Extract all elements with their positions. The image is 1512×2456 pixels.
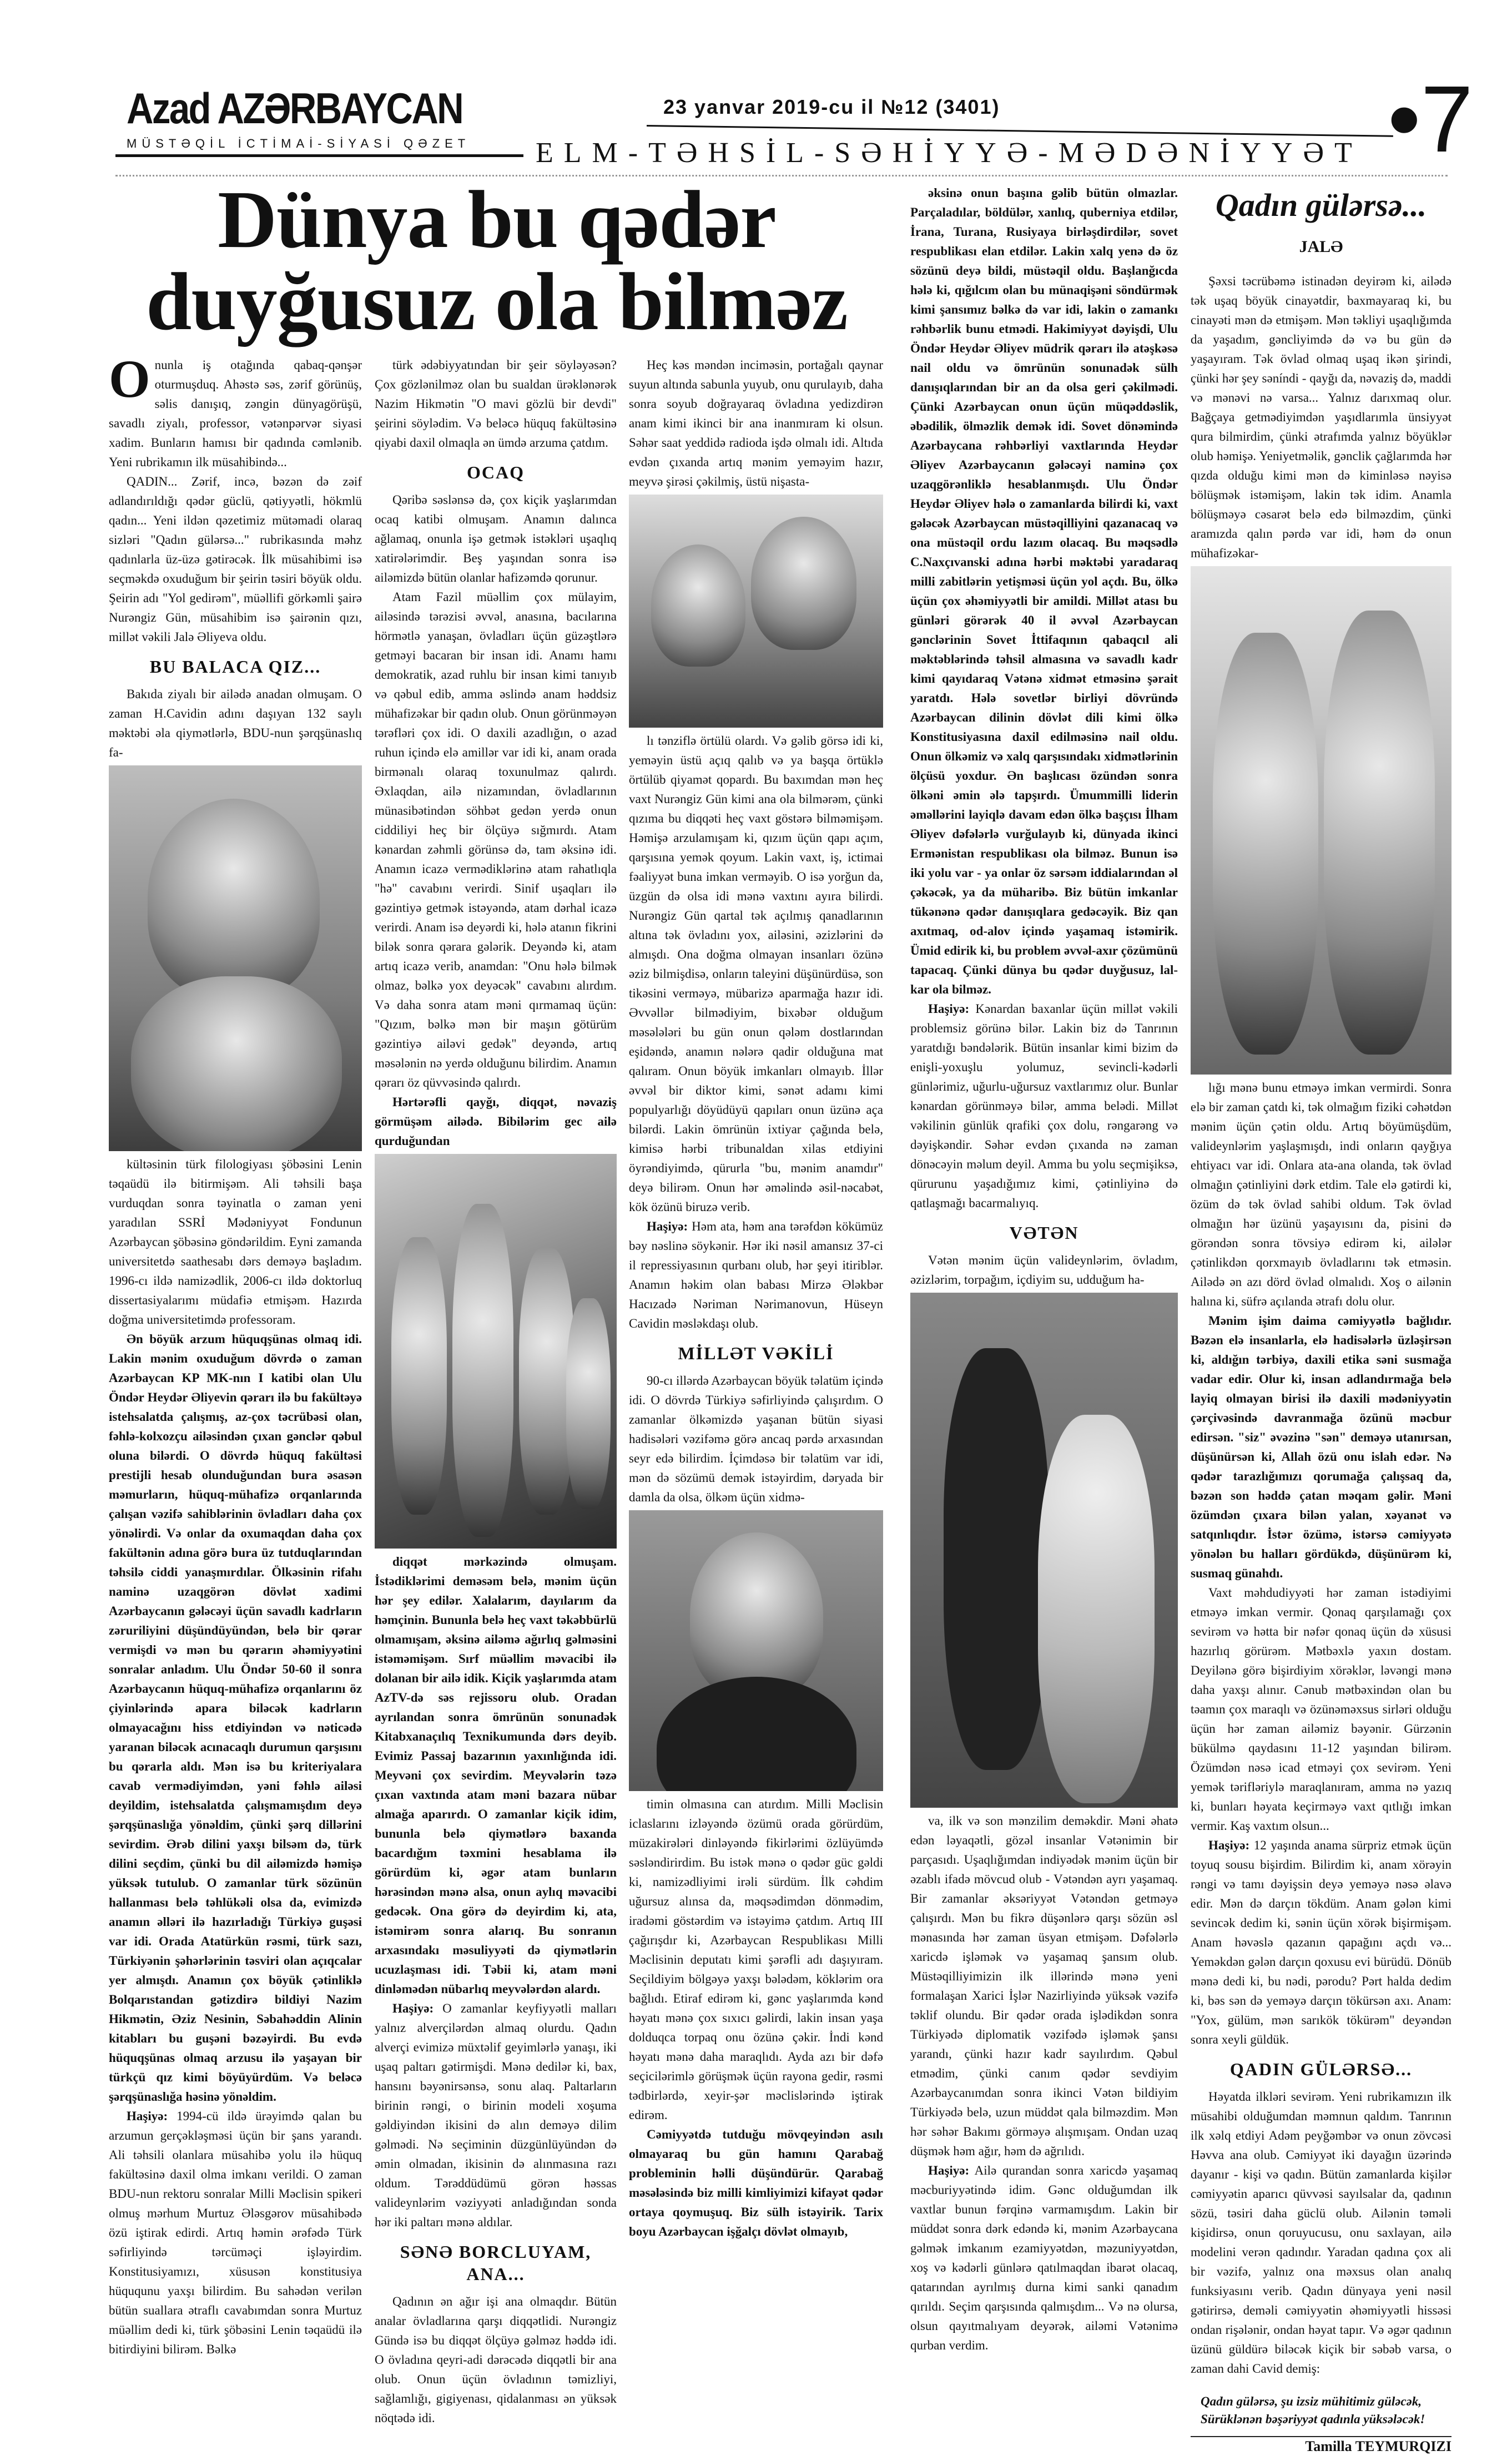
bold-paragraph: Cəmiyyətdə tutduğu mövqeyindən asılı olmayaraq bu gün hamını Qarabağ probleminin həlli düşündürür. Qarabağ məsələsində biz milli kimliyimizi kifayət qədər ortaya qoymuşuq. Biz sülh istəyirik. Tarix boyu Azərbaycan işğalçı dövlət olmayıb, xyxy=(629,2127,883,2238)
note-label: Haşiyə: xyxy=(928,2164,970,2177)
note-text: Kənardan baxanlar üçün millət vəkili problemsiz görünə bilər. Lakin biz də Tanrının yaratdığı bəndələrik. Bütün insanlar kimi bizim də enişli-yoxuşlu yolumuz, sevincli-kədərli günlərimiz, uğurlu-uğursuz vaxtlarımız olur. Bunlar kənardan görünməyə bilər, amma belədi. Millət vəkilinin günlük qrafiki çox dolu, rəngarəng və dəyişkəndir. Səhər evdən çıxanda nə zaman dönəcəyin məlum deyil. Amma bu yolu seçmişiksə, qürurunu yaşadığımız kimi, çətinliyinə də qatlaşmağı bacarmalıyıq. xyxy=(910,1002,1178,1210)
column-2 xyxy=(375,355,617,2428)
bold-paragraph: diqqət mərkəzində olmuşam. İstədiklərimi deməsəm belə, mənim üçün hər şey edilər. Xalalarım, dayılarım da həmçinin. Bununla belə heç vaxt təkəbbürlü olmamışam, əksinə ailəmə ağırlıq gəlməsini istəməmişəm. Sırf müəllim məvacibi ilə dolanan bir ailə idik. Kiçik yaşlarımda atam AzTV-də səs rejissoru olub. Oradan ayrılandan sonra ömrünün sonunadək Kitabxanaçılıq Texnikumunda dərs deyib. Evimiz Passaj bazarının yaxınlığında idi. Meyvəni çox sevirdim. Meyvələrin təzə çıxan vaxtında atam məni bazara nübar almağa aparırdı. O zamanlar kiçik idim, bununla belə qiymətlərə baxanda bacardığım təxmini hesablama ilə görürdüm ki, əgər atam bunların hərəsindən mənə alsa, onun aylıq məvacibi gedəcək. Ona görə də deyirdim ki, ata, istəmirəm sonra alarıq. Bu sonranın arxasındakı məsuliyyəti də qiymətlərin ucuzlaşması idi. Təbii ki, atam məni dinləmədən nübarlıq meyvələrdən alardı. xyxy=(375,1555,617,1996)
newspaper-logo: Azad AZƏRBAYCAN xyxy=(127,84,463,133)
photo-figure xyxy=(566,1298,611,1509)
photo-mother-and-daughter xyxy=(629,495,883,728)
bold-paragraph: Hərtərəfli qayğı, diqqət, nəvaziş görmüşəm ailədə. Bibilərim gec ailə qurduğundan xyxy=(375,1095,617,1148)
paragraph: Vətən mənim üçün valideynlərim, övladım, əzizlərim, torpağım, içdiyim su, udduğum ha- xyxy=(910,1253,1178,1287)
quote-line-1: Qadın gülərsə, şu izsiz mühitimiz güləcək, xyxy=(1201,2394,1422,2408)
subheading: QADIN GÜLƏRSƏ... xyxy=(1229,2059,1413,2079)
column-5-text-top xyxy=(1191,271,1451,563)
rubric-title: Qadın gülərsə... xyxy=(1215,187,1427,223)
quote-line-2: Sürüklənən bəşəriyyət qadınla yüksələcək! xyxy=(1201,2412,1425,2426)
paragraph: Həyatda ilkləri sevirəm. Yeni rubrikamızın ilk müsahibi olduğumdan məmnun qaldım. Tanrının ilk xəlq etdiyi Adəm peyğəmbər və onun zövcəsi Həvva ana olub. Cəmiyyət iki dayağın üzərində dayanır - kişi və qadın. Bütün zamanlarda kişilər cəmiyyətin aparıcı qüvvəsi sayılsalar da, qadının sözü, təsiri daha güclü olub. Ailənin təməli kişidirsə, onun qoruyucusu, onu saxlayan, ailə modelini verən qadındır. Yaradan qadına çox ali bir vəzifə, yalnız ona məxsus olan analıq funksiyasını verib. Qadın dünyaya yeni nəsil gətirirsə, deməli cəmiyyətin əhəmiyyətli hissəsi ondan rişələnir, ondan həyat tapır. Və əgər qadının üzünü güldürə biləcək kiçik bir səbəb varsa, o zaman dahi Cavid demiş: xyxy=(1191,2090,1451,2376)
column-4 xyxy=(910,183,1178,2355)
note-text: O zamanlar keyfiyyətli malları yalnız alverçilərdən almaq olurdu. Qadın alverçi evimizə müxtəlif geyimlərlə yanaşı, iki uşaq paltarı gətirmişdi. Mənə dedilər ki, bax, hansını bəyənirsənsə, sonu alaq. Paltarların birinin rəngi, o birinin modeli xoşuma gəldiyindən ikisini də alın deməyə dilim gəlmədi. Nə seçiminin düzgünlüyündən də əmin olmadan, ikisinin də alınmasına razı oldum. Tərəddüdümü görən həssas valideynlərim vəziyyəti anladığından sonda hər iki paltarı mənə aldılar. xyxy=(375,2001,617,2229)
note-paragraph xyxy=(375,1999,617,2232)
photo-figure xyxy=(657,1677,856,1791)
photo-family xyxy=(375,1154,617,1549)
bold-paragraph: əksinə onun başına gəlib bütün olmazlar. Parçaladılar, böldülər, xanlıq, quberniya etdilər, İrana, Turana, Rusiyaya birləşdirdilər, sovet respublikası elan etdilər. Lakin xalq yenə də öz sözünü deyə bildi, müstəqil oldu. Başlanğıcda hələ ki, qığılcım olan bu münaqişəni söndürmək kimi şansımız bəlkə də var idi, lakin o zamankı rəhbərlik bunu etmədi. Hakimiyyət dəyişdi, Ulu Öndər Heydər Əliyev müdrik qərarı ilə atəşkəsə nail oldu və ömrünün sonunadək sülh danışıqlarından bir an da olsa geri çəkilmədi. Çünki Azərbaycan onun üçün müqəddəslik, əbədilik, ölməzlik demək idi. Sovet dönəmində Azərbaycana rəhbərliyi vaxtlarında Heydər Əliyev Azərbaycanın gələcəyi naminə çox uzaqgörənliklə hesablanmışdı. Ulu Öndər Heydər Əliyev hələ o zamanlarda bilirdi ki, vaxt gələcək Azərbaycan müstəqilliyini qazanacaq və ona müstəqil ordu lazım olacaq. Bu məqsədlə C.Naxçıvanski adına hərbi məktəbi yaradaraq milli zabitlərin yetişməsi üçün yol açdı. Bu, ölkə üçün çox əhəmiyyətli bir amildi. Millət atası bu günləri görərək 40 il əvvəl Azərbaycan gənclərinin Sovet İttifaqının qabaqcıl ali məktəblərində təhsil almasına və savadlı kadr kimi qayıdaraq Vətənə xidmət etməsinə şərait yaratdı. Hələ sovetlər birliyi dövründə Azərbaycan dilinin dövlət dili kimi ölkə Konstitusiyasına daxil edilməsinə nail oldu. Onun ölkəmiz və xalq qarşısındakı xidmətlərinin ölçüsü yoxdur. Ən başlıcası özündən sonra ölkəni əmin ələ tapşırdı. Ümummilli liderin əməllərini layiqlə davam edən ölkə başçısı İlham Əliyev dəfələrlə vurğulayıb ki, dünyada ikinci Ermənistan respublikası ola bilməz. Bunun isə iki yolu var - ya onlar öz sərsəm iddialarından əl çəkəcək, ya da müharibə. Biz bütün imkanlar tükənənə qədər danışıqlara gedəcəyik. Biz qan axıtmaq, od-alov içində yaşamaq istəmirik. Ümid edirik ki, bu problem əvvəl-axır çözümünü tapacaq. Çünki dünya bu qədər duyğusuz, lal-kar ola bilməz. xyxy=(910,186,1178,996)
photo-wedding xyxy=(910,1293,1178,1808)
column-2-text-top xyxy=(375,355,617,1151)
column-1 xyxy=(109,349,362,2359)
note-text: 12 yaşında anama sürpriz etmək üçün toyuq sousu bişirdim. Bilirdim ki, anam xörəyin rəngi və tamı dəyişsin deyə yeməyə nəsə əlavə edir. Mən də darçın tökdüm. Anam gələn kimi sevincək dedim ki, sənin üçün xörək bişirmişəm. Anam həvəslə qazanın qapağını açdı və... Yeməkdən gələn darçın qoxusu evi bürüdü. Dönüb mənə dedi ki, bu nədi, pərodu? Pərt halda dedim ki, bəs sən də yeməyə darçın tökürsən axı. Anam: "Yox, gülüm, mən sarıkök tökürəm" deyəndən sonra xeyli güldük. xyxy=(1191,1838,1451,2046)
paragraph: 90-cı illərdə Azərbaycan böyük təlatüm içində idi. O dövrdə Türkiyə səfirliyində çalışırdım. O zamanlar ölkəmizdə yaşanan bütün siyasi hadisələri vəzifəmə görə ancaq pərdə arxasından seyr edə bilirdim. İçimdəsə bir təlatüm var idi, mən də sözümü demək istəyirdim, dəryada bir damla da olsa, ölkəm üçün xidmə- xyxy=(629,1374,883,1504)
page-number: •7 xyxy=(1388,67,1474,172)
note-label: Haşiyə: xyxy=(1208,1838,1250,1852)
masthead-rule xyxy=(115,154,523,157)
note-paragraph xyxy=(1191,1835,1451,2049)
paragraph: Vaxt məhdudiyyəti hər zaman istədiyimi etməyə imkan vermir. Qonaq qarşılamağı çox sevirəm və hətta bir nəfər qonaq üçün də xüsusi hazırlıq görürəm. Mətbəxlə yaxın dostam. Deyilənə görə bişirdiyim xörəklər, ləvəngi mənə daha yaxşı alınır. Cənub mətbəxindən olan bu təamın çox maraqlı və özünəməxsus sirləri olduğu üçün hər zaman ailəmiz bəyənir. Gürzənin bükülmə qaydasını 11-12 yaşından bilirəm. Özümdən nəsə icad etməyi çox sevirəm. Yeni yemək tərifləriylə maraqlanıram, amma nə yazıq ki, bunları həyata keçirməyə vaxt qıtlığı imkan vermir. Kaş vaxtım olsun... xyxy=(1191,1586,1451,1833)
main-headline xyxy=(111,174,883,347)
column-1-text-top xyxy=(109,349,362,762)
paragraph: kültəsinin türk filologiyası şöbəsini Lenin təqaüdü ilə bitirmişəm. Ali təhsili başa vurduqdan sonra təyinatla o zaman yeni yaradılan SSRİ Mədəniyyət Fondunun Azərbaycan şöbəsinə göndərildim. Eyni zamanda universitetdə saathesabı dərs deməyə başladım. 1996-cı ildə namizədlik, 2006-cı ildə doktorluq dissertasiyalarımı müdafiə etmişəm. Hazırda doğma universitetimdə professoram. xyxy=(109,1157,362,1327)
photo-figure xyxy=(944,1348,1049,1770)
paragraph: türk ədəbiyyatından bir şeir söyləyəsən? Çox gözlənilməz olan bu sualdan ürəklənərək Nazim Hikmətin "O mavi gözlü bir devdi" şeirini söylədim. Və beləcə hüquq fakültəsinə qiyabi daxil olmaqla ən ümdə arzuma çatdım. xyxy=(375,358,617,450)
column-3-text-bottom xyxy=(629,1794,883,2241)
headline-line-2: duyğusuz ola bilməz xyxy=(146,256,848,347)
column-3-text-top xyxy=(629,355,883,491)
date-rule xyxy=(647,125,1393,137)
note-label: Haşiyə: xyxy=(392,2001,434,2015)
section-title: ELM-TƏHSİL-SƏHİYYƏ-MƏDƏNİYYƏT xyxy=(536,137,1363,169)
paragraph: Heç kəs məndən inciməsin, portağalı qaynar suyun altında sabunla yuyub, onu qurulayıb, daha sonra soyub doğrayaraq övladına yedizdirən anam kimi ikinci bir ana inanmıram ki olsun. Səhər saat yeddidə radioda işdə olmalı idi. Altıda evdən çıxanda artıq mənim yeməyim hazır, meyvə şirəsi çəkilmiş, üstü nişasta- xyxy=(629,358,883,488)
photo-figure xyxy=(751,517,856,650)
photo-figure xyxy=(391,1237,447,1515)
note-paragraph xyxy=(629,1217,883,1333)
column-5-text-bottom xyxy=(1191,1078,1451,2378)
note-paragraph xyxy=(109,2106,362,2359)
paragraph: Atam Fazil müəllim çox mülayim, ailəsində tərəzisi əvvəl, anasına, bacılarına hörmətlə yanaşan, övladları üçün güzəştlərə getməyi bacaran bir insan idi. Anamı hamı demokratik, azad ruhlu bir insan kimi tanıyıb və qəbul edib, amma əslində anam həddsiz mühafizəkar bir qadın olub. Onun görünməyən tərəfləri çox idi. O daxili azadlığın, o azad ruhun içində elə amillər var idi ki, anam orada birmənalı olaraq toxunulmaz qalırdı. Əxlaqdan, ailə nizamından, övladlarının münasibətindən söhbət gedən yerdə onun ciddiliyi heç bir ölçüyə sığmırdı. Atam kənardan zəhmli görünsə də, tam əksinə idi. Anamın icazə vermədiklərinə atam rahatlıqla "hə" cavabını verirdi. Sinif uşaqları ilə gəzintiyə getmək istəyəndə, atam dərhal icazə verirdi. Anam isə deyərdi ki, hələ atanın fikrini bilək sonra qərara gələrik. Deyəndə ki, atam artıq icazə verib, anamdan: "Onu hələ bilmək olmaz, bəlkə yox deyəcək" cavabını alırdım. Və daha sonra atam məni qırmamaq üçün: "Qızım, bəlkə mən bir maşın götürüm gəzintiyə ailəvi gedək" deyəndə, artıq məsələnin nə yerdə olduğunu bilirdim. Anamın qərarı öz qüvvəsində qalırdı. xyxy=(375,590,617,1090)
column-3 xyxy=(629,355,883,2241)
column-1-text-bottom xyxy=(109,1154,362,2359)
paragraph: Bakıda ziyalı bir ailədə anadan olmuşam. O zaman H.Cavidin adını daşıyan 132 saylı məktəbi əla qiymətlərlə, BDU-nun şərqşünaslıq fa- xyxy=(109,687,362,759)
photo-figure xyxy=(452,1204,513,1537)
note-text: Həm ata, həm ana tərəfdən kökümüz bəy nəslinə söykənir. Hər iki nəsil amansız 37-ci il repressiyasının qurbanı olub, hər şeyi itiriblər. Anamın həkim olan babası Mirzə Ələkbər Hacızadə Nəriman Nərimanovun, Hüseyn Cavidin məsləkdaşı olub. xyxy=(629,1219,883,1330)
note-paragraph xyxy=(910,999,1178,1213)
subheading: OCAQ xyxy=(467,462,525,482)
column-2-text-bottom xyxy=(375,1552,617,2428)
note-paragraph xyxy=(910,2161,1178,2355)
bold-paragraph: Ən böyük arzum hüquqşünas olmaq idi. Lakin mənim oxuduğum dövrdə o zaman Azərbaycan KP MK-nın I katibi olan Ulu Öndər Heydər Əliyevin qərarı ilə bu fakültəyə istehsalatda çalışmış, az-çox təcrübəsi olan, fəhlə-kolxozçu ailəsindən çıxan gənclər qəbul oluna bilərdi. O dövrdə hüquq fakültəsi prestijli hesab olunduğundan bura əsasən məmurların, hüquq-mühafizə orqanlarında çalışan vəzifə sahiblərinin övladları daha çox yönəlirdi. Və onlar da oxumaqdan daha çox fakültənin adına görə bura üz tutduqlarından təhsilə ciddi yanaşmırdılar. Ölkəsinin rifahı naminə uzaqgörən dövlət xadimi Azərbaycanın gələcəyi üçün savadlı kadrların zəruriliyini düşündüyündən, belə bir qərar vermişdi və mən bu qərarın əhəmiyyətini sonralar anladım. Ulu Öndər 50-60 il sonra Azərbaycanın hüquq-mühafizə orqanlarını öz çiyinlərində apara biləcək kadrların olmayacağını hiss etdiyindən və nəticədə yaranan biləcək acınacaqlı durumun qarşısını bu qərarla aldı. Mən isə bu kriteriyalara cavab vermədiyimdən, yəni fəhlə ailəsi deyildim, istehsalatda çalışmamışdım deyə şərqşünaslığa yönəldim, çünki şərq dillərini sevirdim. Ərəb dilini yaxşı bilsəm də, türk dilini seçdim, çünki bu dil ailəmizdə həmişə yüksək tutulub. O zamanlar türk sözünün hallanması belə təhlükəli olsa da, evimizdə anamın əlləri ilə hazırladığı Türkiyə guşəsi var idi. Orada Atatürkün rəsmi, türk sazı, Türkiyənin şəhərlərinin təsviri olan açıqcalar yer almışdı. Anamın çox böyük çətinliklə Bolqarıstandan gətizdirə bildiyi Nazim Hikmətin, Əziz Nesinin, Səbahəddin Alinin kitabları bu guşəni bəzəyirdi. Bu evdə hüquqşünas olmaq arzusu ilə yaşayan bir türkçü qız kimi böyüyürdüm. Və beləcə şərqşünaslığa həsinə yönəldim. xyxy=(109,1332,362,2104)
photo-figure xyxy=(148,799,320,998)
lead-paragraph: Onunla iş otağında qabaq-qənşər oturmuşduq. Ahəstə səs, zərif görünüş, səlis danışıq, zəngin dünyagörüşü, savadlı ziyalı, professor, vətənpərvər siyasi xadim. Bunların hamısı bir qadında cəmlənib. Yeni rubrikamın ilk müsahibində... xyxy=(109,349,362,469)
paragraph: lı tənziflə örtülü olardı. Və gəlib görsə idi ki, yeməyin üstü açıq qalıb və ya başqa örtüklə örtülüb qiyamət qopardı. Bu baxımdan mən heç vaxt Nurəngiz Gün kimi ana ola bilmərəm, çünki qızıma bu diqqəti heç vaxt göstərə bilməmişəm. Həmişə arzulamışam ki, qızım üçün qapı açım, qarşısına yemək qoyum. Lakin vaxt, iş, ictimai fəaliyyət buna imkan verməyib. O isə yorğun da, üzgün də olsa idi mənə vaxtını ayıra bilirdi. Nurəngiz Gün qartal tək açılmış qanadlarının altına tək övladını yox, ailəsini, əzizlərini də almışdı. Ona doğma olmayan insanları özünə əziz bilmişdisə, onların taleyini düşünürdüsə, son tikəsini verməyə, mübarizə aparmağa hazır idi. Əvvəllər bilmədiyim, bixəbər olduğum məsələləri bu gün onun qələm dostlarından eşidəndə, anamın nələrə qadir olduğuna mat qalıram. Onun böyük imkanları olmayıb. İllər əvvəl bir diktor kimi, sənət adamı kimi populyarlığı döyüdüyü qapıları onun üzünə aça bilərdi. Lakin ömrünün ixtiyar çağında belə, kimisə hərbi tribunaldan xilas etdiyini öyrəndiyimdə, qürurla "bu, mənim anamdır" deyə bilirəm. Onun hər əməlində əsil-nəcabət, kök özünü biruzə verib. xyxy=(629,734,883,1214)
photo-jale-aliyeva xyxy=(629,1510,883,1791)
bold-paragraph: Mənim işim daima cəmiyyətlə bağlıdır. Bəzən elə insanlarla, elə hadisələrlə üzləşirsən ki, aldığın tərbiyə, daxili etika səni susmağa vadar edir. Olur ki, insan adlandırmağa belə layiq olmayan birisi ilə daxili mədəniyyətin çərçivəsində davranmağa özünü məcbur edirsən. "siz" əvəzinə "sən" deməyə utanırsan, düşünürsən ki, Allah özü onu islah edər. Nə qədər tarazlığımızı qorumağa çalışsaq da, bəzən son həddə çatan məqam gəlir. Məni özümdən çıxara bilən yalan, xəyanət və satqınlıqdır. İstər özümə, istərsə cəmiyyətə yönələn bu halları gördükdə, düşünürəm ki, susmaq günahdı. xyxy=(1191,1314,1451,1580)
issue-date: 23 yanvar 2019-cu il №12 (3401) xyxy=(663,95,1000,118)
note-text: Ailə qurandan sonra xaricdə yaşamaq məcburiyyətində idim. Gənc olduğumdan ilk vaxtlar bunun fərqinə varmamışdım. Lakin bir müddət sonra dərk edəndə ki, mənim Azərbaycana gəlmək imkanım ezamiyyətdən, məzuniyyətdən, xoş və kədərli günlərə qatılmaqdan ibarət olacaq, qatarından ayrılmış durna kimi sanki qanadım qırıldı. Seçim qarşısında qalmışdım... Və nə olursa, olsun qayıtmalıyam deyərək, ailəmi Vətənimə qurban verdim. xyxy=(910,2164,1178,2352)
column-5 xyxy=(1191,186,1451,2456)
note-text: 1994-cü ildə ürəyimdə qalan bu arzumun gerçəkləşməsi üçün bir şans yarandı. Ali təhsili olanlara müsahibə yolu ilə hüquq fakültəsinə daxil olma imkanı verildi. O zaman BDU-nun rektoru sonralar Milli Məclisin spikeri olmuş mərhum Murtuz Ələsgərov müsahibədə özü iştirak edirdi. Artıq həmin ərəfədə Türk səfirliyində tərcüməçi işləyirdim. Konstitusiyamızı, xüsusən konstitusiya hüququnu yaxşı bilirdim. Bu sahədən verilən bütün suallara ətraflı cavabımdan sonra Murtuz müəllim dedi ki, türk şöbəsini Lenin təqaüdü ilə bitirdiyini bilirəm. Bəlkə xyxy=(109,2109,362,2356)
paragraph: timin olmasına can atırdım. Milli Məclisin iclaslarını izləyəndə özümü orada görürdüm, müzakirələri dinləyəndə fikirlərimi özlüyümdə səsləndirirdim. Bu istək mənə o qədər güc gəldi ki, namizədliyimi irəli sürdüm. İlk cəhdim uğursuz alınsa da, məqsədimdən dönmədim, iradəmi göstərdim və istəyimə çatdım. Artıq III çağırışdır ki, Azərbaycan Respublikası Milli Məclisinin deputatı kimi şərəfli adı daşıyıram. Seçildiyim bölgəyə yaxşı bələdəm, köklərim ora bağlıdı. Etiraf edirəm ki, gənc yaşlarımda kənd həyatı mənə çox sıxıcı gəlirdi, lakin insan yaşa dolduqca torpaq onu özünə çəkir. İndi kənd həyatı mənə daha maraqlıdı. Ayda azı bir dəfə seçicilərimlə görüşmək üçün rayona gedir, rəsmi tədbirlərdə, xeyir-şər məclislərində iştirak edirəm. xyxy=(629,1797,883,2122)
column-4-text-bottom xyxy=(910,1811,1178,2355)
subheading: BU BALACA QIZ... xyxy=(149,657,321,677)
column-3-text-middle xyxy=(629,731,883,1507)
column-4-text-top xyxy=(910,183,1178,1289)
paragraph: va, ilk və son mənzilim deməkdir. Məni əhatə edən ləyaqətli, gözəl insanlar Vətənimin bir parçasıdı. Uşaqlığımdan indiyədək mənim üçün bir əzablı ifadə mövcud olub - Vətəndən ayrı yaşamaq. Bir zamanlar əksəriyyət Vətəndən getməyə çalışırdı. Mən bu fikrə düşənlərə qarşı sözün əsl mənasında hər zaman üsyan etmişəm. Dəfələrlə xaricdə işləmək və yaşamaq şansım olub. Müstəqilliyimizin ilk illərində mənə yeni formalaşan Xarici İşlər Nazirliyində yüksək vəzifə təklif olundu. Bir qədər orada işlədikdən sonra Türkiyədə diplomatik vəzifədə işləmək şansı yarandı, çünki hazır kadr sayılırdım. Qəbul etmədim, çünki canım qədər sevdiyim Azərbaycanımdan sonra ikinci Vətən bildiyim Türkiyədə belə, uzun müddət qala bilməzdim. Mən hər səhər Bakımı görməyə alışmışam. Ondan uzaq düşmək həm ağır, həm də ağrılıdı. xyxy=(910,1814,1178,2158)
paragraph: lığı mənə bunu etməyə imkan vermirdi. Sonra elə bir zaman çatdı ki, tək olmağım fiziki cəhətdən mənim üçün çətin oldu. Artıq böyümüşdüm, valideynlərim yaşlaşmışdı, indi onların qayğıya ehtiyacı var idi. Onlara ata-ana olanda, tək övlad olmağın çətinliyini dərk etdim. Tale elə gətirdi ki, özüm də tək övlad sahibi oldum. Tək övlad olmağın hər üzünü yaşayısını da, pisini də görəndən sonra tövsiyə edirəm ki, ailələr çətinlikdən qorxmayıb övladlarını tək etməsin. Ailədə ən azı dörd övlad olmalıdı. Xoş o ailənin halına ki, süfrə açılanda ətrafı dolu olur. xyxy=(1191,1081,1451,1308)
photo-figure xyxy=(1213,633,1318,1055)
note-label: Haşiyə: xyxy=(127,2109,168,2123)
photo-figure xyxy=(1324,611,1435,1055)
photo-baby xyxy=(109,765,362,1151)
photo-figure xyxy=(651,544,745,667)
cavid-quote xyxy=(1201,2393,1451,2428)
author-signature: Tamilla TEYMURQIZI xyxy=(1305,2438,1451,2454)
note-label: Haşiyə: xyxy=(928,1002,970,1016)
photo-figure xyxy=(1038,1415,1155,1803)
paragraph: Qadının ən ağır işi ana olmaqdır. Bütün analar övladlarına qarşı diqqətlidi. Nurəngiz Gündə isə bu diqqət ölçüyə gəlməz həddə idi. O övladına qeyri-adi dərəcədə diqqətli bir ana olub. Onun üçün övladının təmizliyi, sağlamlığı, gigiyenası, qidalanması ən yüksək nöqtədə idi. xyxy=(375,2294,617,2425)
photo-figure xyxy=(690,1532,823,1699)
subheading: SƏNƏ BORCLUYAM, ANA... xyxy=(400,2242,592,2284)
newspaper-tagline: MÜSTƏQİL İCTİMAİ-SİYASİ QƏZET xyxy=(127,137,471,150)
paragraph: Qəribə səslənsə də, çox kiçik yaşlarımdan ocaq katibi olmuşam. Anamın dalınca ağlamaq, onunla işə getmək istəkləri uşaqlıq xatirələrimdir. Beş yaşından sonra isə ailəmizdə bütün olanlar hafizəmdə qorunur. xyxy=(375,493,617,584)
photo-figure xyxy=(131,976,342,1151)
subheading: VƏTƏN xyxy=(1009,1223,1079,1243)
paragraph: Şəxsi təcrübəmə istinadən deyirəm ki, ailədə tək uşaq böyük cinayətdir, baxmayaraq ki, bu cinayəti mən də etmişəm. Mən təkliyi uşaqlığımda da yaşadım, gəncliyimdə də və bu gün də yaşayıram. Tək övlad olmaq uşaq ikən şirindi, çünki hər şey səníndi - qayğı da, nəvaziş də, maddi və mənəvi nə varsa... Yalnız darıxmaq olur. Bağçaya getmədiyimdən yaşıdlarımla ünsiyyət qura bilmirdim, çünki ətrafımda yalnız böyüklər olub həmişə. Yeniyetməlik, gənclik çağlarımda hər qızda olduğu kimi mən də kiminləsə nəyisə bölüşmək istəmişəm, lakin tək idim. Anamla bölüşməyə cəsarət belə edə bilməzdim, çünki aramızda qalın pərdə var idi, həm də onun mühafizəkar- xyxy=(1191,274,1451,560)
headline-line-1: Dünya bu qədər xyxy=(218,174,776,265)
note-label: Haşiyə: xyxy=(647,1219,688,1233)
subheading: MİLLƏT VƏKİLİ xyxy=(678,1343,834,1363)
paragraph: QADIN... Zərif, incə, bəzən də zəif adlandırıldığı qədər güclü, qətiyyətli, hökmlü qadın... Yeni ildən qəzetimiz mütəmadi olaraq sizləri "Qadın gülərsə..." rubrikasında məhz qadınlarla üz-üzə gətirəcək. İlk müsahibimi isə seçməkdə oxuduğum bir şeirin təsiri böyük oldu. Şeirin adı "Yol gedirəm", müəllifi görkəmli şairə Nurəngiz Gün, müsahibim isə şairənin qızı, millət vəkili Jalə Əliyeva oldu. xyxy=(109,475,362,644)
photo-two-women xyxy=(1191,566,1451,1075)
interviewee-name: JALƏ xyxy=(1299,238,1343,256)
